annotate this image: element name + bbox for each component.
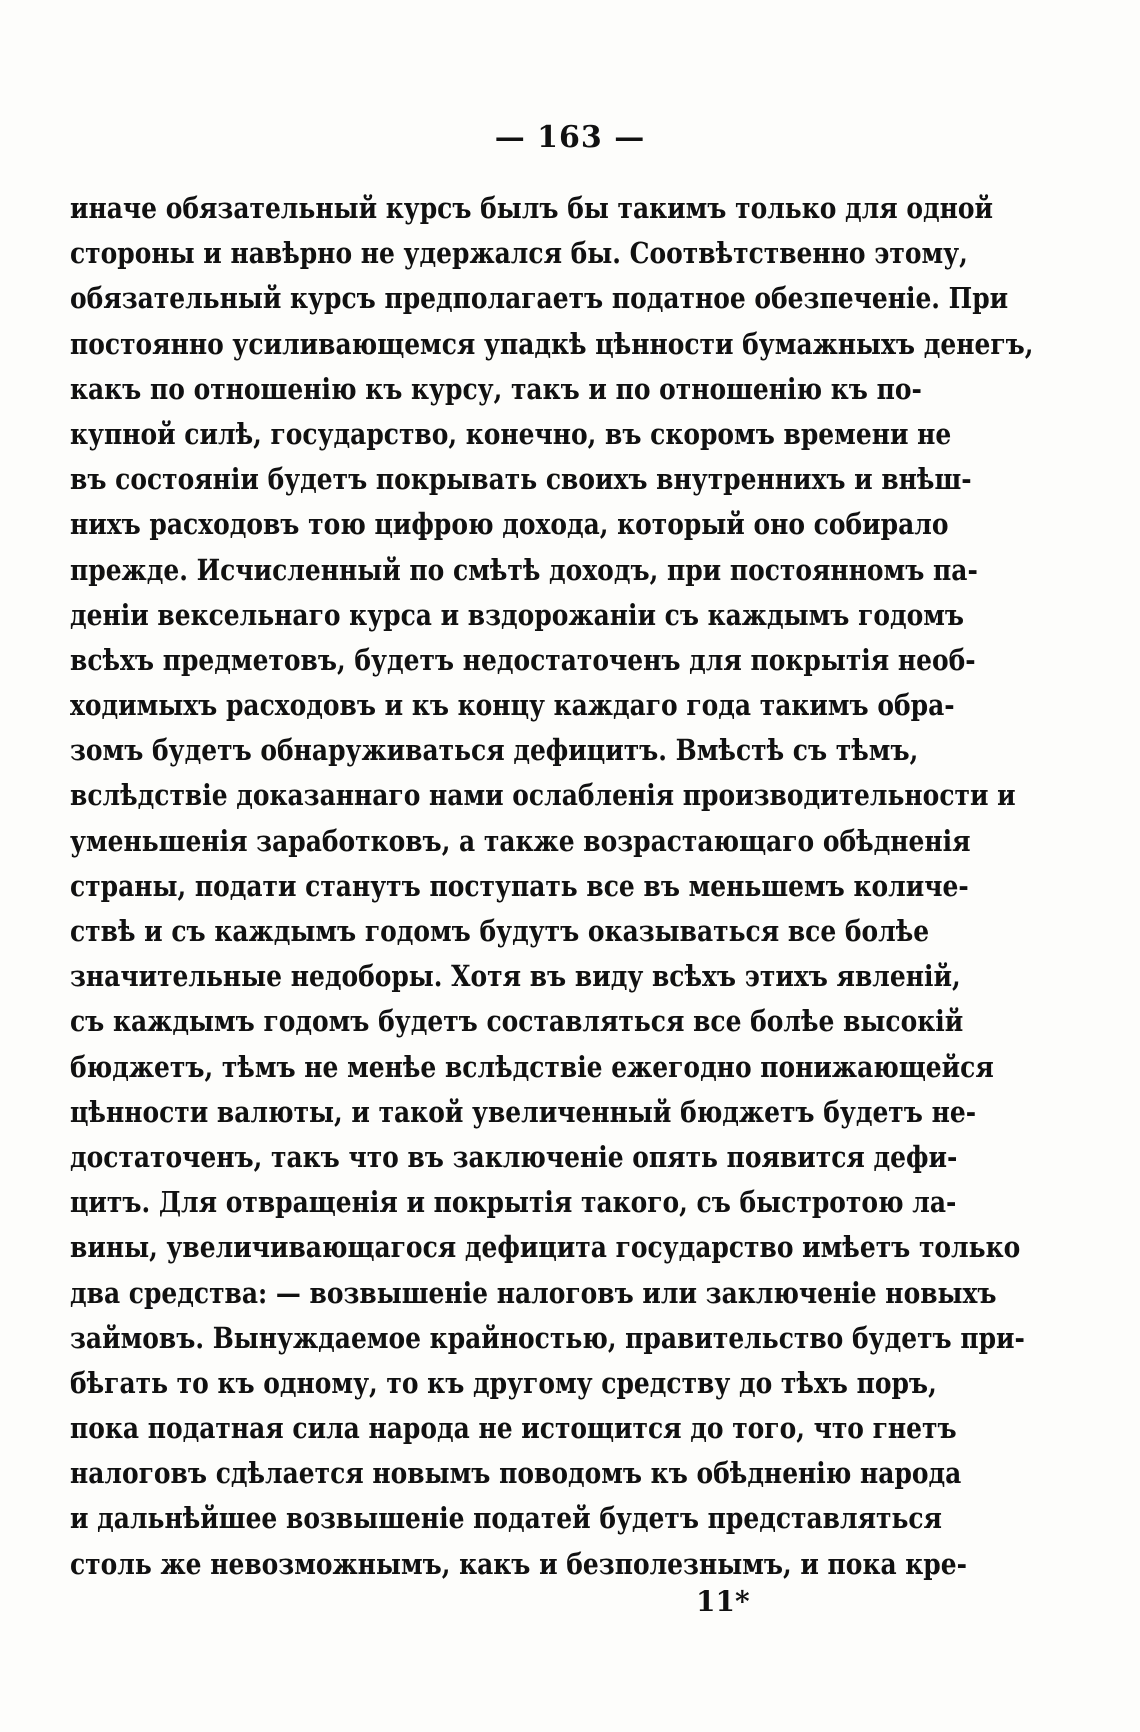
text-line: зомъ будетъ обнаруживаться дефицитъ. Вмѣстѣ съ тѣмъ, <box>70 733 919 768</box>
text-line: въ состояніи будетъ покрывать своихъ внутреннихъ и внѣш- <box>70 462 972 497</box>
text-line: прежде. Исчисленный по смѣтѣ доходъ, при постоянномъ па- <box>70 552 978 587</box>
body-text <box>70 186 1034 1587</box>
text-line: постоянно усиливающемся упадкѣ цѣнности бумажныхъ денегъ, <box>70 326 1034 361</box>
text-line: стороны и навѣрно не удержался бы. Соотвѣтственно этому, <box>70 236 968 271</box>
signature-mark: 11* <box>696 1585 750 1618</box>
text-line: два средства: — возвышеніе налоговъ или заключеніе новыхъ <box>70 1275 997 1310</box>
text-line: нихъ расходовъ тою цифрою дохода, который оно собирало <box>70 507 949 542</box>
text-line: и дальнѣйшее возвышеніе податей будетъ представляться <box>70 1501 942 1536</box>
text-line: цѣнности валюты, и такой увеличенный бюджетъ будетъ не- <box>70 1094 977 1129</box>
text-line: ходимыхъ расходовъ и къ концу каждаго года такимъ обра- <box>70 688 955 723</box>
text-line: цитъ. Для отвращенія и покрытія такого, съ быстротою ла- <box>70 1185 957 1220</box>
text-line: какъ по отношенію къ курсу, такъ и по отношенію къ по- <box>70 371 922 406</box>
text-line: уменьшенія заработковъ, а также возрастающаго обѣдненія <box>70 823 971 858</box>
text-line: налоговъ сдѣлается новымъ поводомъ къ обѣдненію народа <box>70 1456 962 1491</box>
text-line: иначе обязательный курсъ былъ бы такимъ только для одной <box>70 191 994 225</box>
text-line: столь же невозможнымъ, какъ и безполезнымъ, и пока кре- <box>70 1546 967 1581</box>
text-line: страны, подати станутъ поступать все въ меньшемъ количе- <box>70 868 969 903</box>
text-line: займовъ. Вынуждаемое крайностью, правительство будетъ при- <box>70 1320 1025 1355</box>
text-line: бѣгать то къ одному, то къ другому средству до тѣхъ поръ, <box>70 1365 937 1400</box>
text-line: обязательный курсъ предполагаетъ податное обезпеченіе. При <box>70 281 1009 316</box>
text-line: вины, увеличивающагося дефицита государство имѣетъ только <box>70 1230 1021 1265</box>
text-line: купной силѣ, государство, конечно, въ скоромъ времени не <box>70 416 952 451</box>
text-line: бюджетъ, тѣмъ не менѣе вслѣдствіе ежегодно понижающейся <box>70 1049 994 1084</box>
text-line: всѣхъ предметовъ, будетъ недостаточенъ для покрытія необ- <box>70 642 976 677</box>
text-line: пока податная сила народа не истощится до того, что гнетъ <box>70 1411 957 1446</box>
text-line: вслѣдствіе доказаннаго нами ослабленія производительности и <box>70 778 1016 813</box>
text-line: достаточенъ, такъ что въ заключеніе опять появится дефи- <box>70 1139 958 1174</box>
page-number: — 163 — <box>494 120 646 155</box>
text-line: ствѣ и съ каждымъ годомъ будутъ оказываться все болѣе <box>70 914 930 948</box>
text-line: деніи вексельнаго курса и вздорожаніи съ каждымъ годомъ <box>70 597 965 632</box>
text-line: съ каждымъ годомъ будетъ составляться все болѣе высокій <box>70 1004 964 1039</box>
text-line: значительные недоборы. Хотя въ виду всѣхъ этихъ явленій, <box>70 959 961 994</box>
